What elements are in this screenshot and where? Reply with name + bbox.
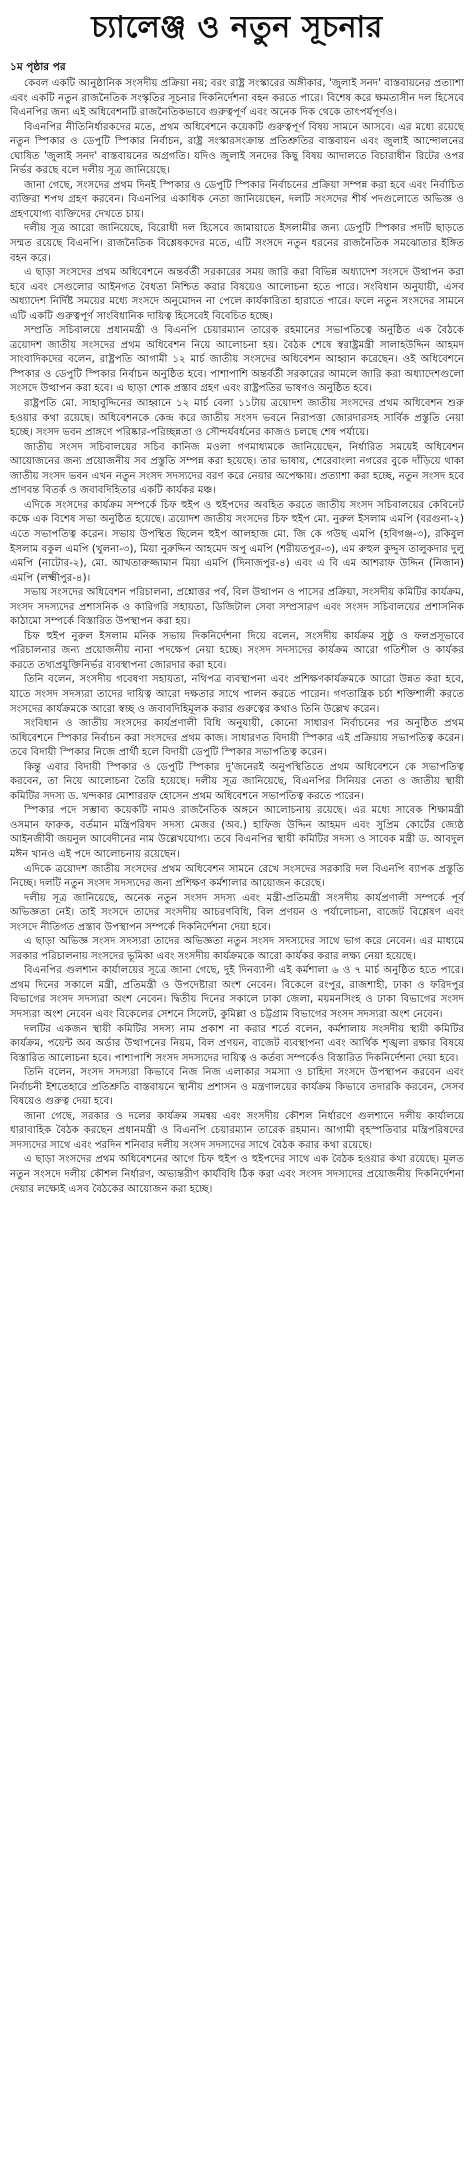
paragraph-12: তিনি বলেন, সংসদীয় গবেষণা সহায়তা, নথিপত্র ব্যবস্থাপনা এবং প্রশিক্ষণকার্যক্রমকে আরো উন্নত করা হবে, যাতে সংসদ সদস্যরা তাদের দায়িত্ব আরো দক্ষতার সাথে পালন করতে পারেন। গণতান্ত্রিক চর্চা শক্তিশালী করতে সংসদের কার্যক্রমকে আরো স্বচ্ছ ও জবাবদিহিমূলক করার গুরুত্বের কথাও তিনি উল্লেখ করেন। [10,674,464,715]
paragraph-2: বিএনপির নীতিনির্ধারকদের মতে, প্রথম অধিবেশনে কয়েকটি গুরুত্বপূর্ণ বিষয় সামনে আসবে। এর মধ্যে রয়েছে নতুন স্পিকার ও ডেপুটি স্পিকার নির্বাচন, রাষ্ট্র সংস্কারসংক্রান্ত প্রতিশ্রুতির বাস্তবায়ন এবং জুলাই আন্দোলনের ঘোষিত 'জুলাই সনদ' বাস্তবায়নের অগ্রগতি। যদিও জুলাই সনদের কিছু বিষয় আদালতে বিচারাধীন রিটের ওপর নির্ভর করছে বলে দলীয় সূত্র জানিয়েছে। [10,121,464,177]
paragraph-20: দলটির একজন স্থায়ী কমিটির সদস্য নাম প্রকাশ না করার শর্তে বলেন, কর্মশালায় সংসদীয় স্থায়ী কমিটির কার্যক্রম, পয়েন্ট অব অর্ডার উত্থাপনের নিয়ম, বিল প্রণয়ন, বাজেট ব্যবস্থাপনা এবং আর্থিক শৃঙ্খলা রক্ষার বিষয়ে বিস্তারিত আলোচনা হবে। পাশাপাশি সংসদ সদস্যদের দায়িত্ব ও কর্তব্য সম্পর্কেও বিস্তারিত দিকনির্দেশনা দেয়া হবে। [10,1023,464,1064]
paragraph-18: এ ছাড়া অভিজ্ঞ সংসদ সদস্যরা তাদের অভিজ্ঞতা নতুন সংসদ সদস্যদের সাথে ভাগ করে নেবেন। এর মাধ্যমে সরকার পরিচালনায় সংসদের ভূমিকা এবং সংসদীয় কার্যক্রমকে আরো কার্যকর করার লক্ষ্য নেয়া হয়েছে। [10,936,464,962]
paragraph-17: দলীয় সূত্র জানিয়েছে, অনেক নতুন সংসদ সদস্য এবং মন্ত্রী-প্রতিমন্ত্রী সংসদীয় কার্যপ্রণালী সম্পর্কে পূর্ব অভিজ্ঞতা নেই। তাই সংসদে তাদের সংসদীয় আচরণবিধি, বিল প্রণয়ন ও পর্যালোচনা, বাজেট বিশ্লেষণ এবং সংসদে নীতিগত প্রস্তাব উপস্থাপন সম্পর্কে দিকনির্দেশনা দেয়া হবে। [10,892,464,933]
continued-from-label: ১ম পৃষ্ঠার পর [10,61,66,73]
paragraph-4: দলীয় সূত্র আরো জানিয়েছে, বিরোধী দল হিসেবে জামায়াতে ইসলামীর জন্য ডেপুটি স্পিকার পদটি ছাড়তে সম্মত রয়েছে বিএনপি। রাজনৈতিক বিশ্লেষকদের মতে, এটি সংসদে নতুন ধরনের রাজনৈতিক সমঝোতার ইঙ্গিত বহন করে। [10,223,464,264]
paragraph-5: এ ছাড়া সংসদের প্রথম অধিবেশনে অন্তর্বর্তী সরকারের সময় জারি করা বিভিন্ন অধ্যাদেশ সংসদে উত্থাপন করা হবে এবং সেগুলোর আইনগত বৈধতা নিশ্চিত করার বিষয়েও আলোচনা হতে পারে। সংবিধান অনুযায়ী, এসব অধ্যাদেশ নির্দিষ্ট সময়ের মধ্যে সংসদে অনুমোদন না পেলে কার্যকারিতা হারাতে পারে। ফলে নতুন সংসদের সামনে এটি একটি গুরুত্বপূর্ণ সাংবিধানিক দায়িত্ব হিসেবেই বিবেচিত হচ্ছে। [10,267,464,322]
paragraph-15: স্পিকার পদে সম্ভাব্য কয়েকটি নামও রাজনৈতিক অঙ্গনে আলোচনায় রয়েছে। এর মধ্যে সাবেক শিক্ষামন্ত্রী ওসমান ফারুক, বর্তমান মন্ত্রিপরিষদ সদস্য মেজর (অব.) হাফিজ উদ্দিন আহমদ এবং সুপ্রিম কোর্টের জ্যেষ্ঠ আইনজীবী জয়নুল আবেদীনের নাম উল্লেখযোগ্য। তবে বিএনপির স্থায়ী কমিটির সদস্য ও সাবেক মন্ত্রী ড. আবদুল মঈন খানও এই পদে আলোচনায় রয়েছেন। [10,805,464,860]
paragraph-3: জানা গেছে, সংসদের প্রথম দিনই স্পিকার ও ডেপুটি স্পিকার নির্বাচনের প্রক্রিয়া সম্পন্ন করা হবে এবং নির্বাচিত ব্যক্তিরা শপথ গ্রহণ করবেন। বিএনপির একাধিক নেতা জানিয়েছেন, দলটি সংসদের শীর্ষ পদগুলোতে অভিজ্ঞ ও গ্রহণযোগ্য ব্যক্তিদের দেখতে চায়। [10,179,464,220]
paragraph-22: জানা গেছে, সরকার ও দলের কার্যক্রম সমন্বয় এবং সংসদীয় কৌশল নির্ধারণে গুলশানে দলীয় কার্যালয়ে ধারাবাহিক বৈঠক করছেন প্রধানমন্ত্রী ও বিএনপি চেয়ারম্যান তারেক রহমান। আগামী বৃহস্পতিবার মন্ত্রিপরিষদের সদস্যদের সাথে এবং পরদিন শনিবার দলীয় সংসদ সদস্যদের সাথে বৈঠক করার কথা রয়েছে। [10,1110,464,1151]
paragraph-13: সংবিধান ও জাতীয় সংসদের কার্যপ্রণালী বিধি অনুযায়ী, কোনো সাধারণ নির্বাচনের পর অনুষ্ঠিত প্রথম অধিবেশনে স্পিকার নির্বাচন করা সংসদের প্রথম কাজ। সাধারণত বিদায়ী স্পিকার এই প্রক্রিয়ায় সভাপতিত্ব করেন। তবে বিদায়ী স্পিকার নিজে প্রার্থী হলে বিদায়ী ডেপুটি স্পিকার সভাপতিত্ব করেন। [10,718,464,759]
paragraph-6: সম্প্রতি সচিবালয়ে প্রধানমন্ত্রী ও বিএনপি চেয়ারম্যান তারেক রহমানের সভাপতিত্বে অনুষ্ঠিত এক বৈঠকে ত্রয়োদশ জাতীয় সংসদের প্রথম অধিবেশন নিয়ে আলোচনা হয়। বৈঠক শেষে স্বরাষ্ট্রমন্ত্রী সালাহউদ্দিন আহমদ সাংবাদিকদের বলেন, রাষ্ট্রপতি আগামী ১২ মার্চ জাতীয় সংসদের অধিবেশন আহ্বান করেছেন। ওই অধিবেশনে স্পিকার ও ডেপুটি স্পিকার নির্বাচন অনুষ্ঠিত হবে। পাশাপাশি অন্তর্বর্তী সরকারের আমলে জারি করা অধ্যাদেশগুলো সংসদে উত্থাপন করা হবে। এ ছাড়া শোক প্রস্তাব গ্রহণ এবং রাষ্ট্রপতির ভাষণও অনুষ্ঠিত হবে। [10,325,464,395]
article-headline: চ্যালেঞ্জ ও নতুন সূচনার [91,10,383,45]
paragraph-7: রাষ্ট্রপতি মো. সাহাবুদ্দিনের আহ্বানে ১২ মার্চ বেলা ১১টায় ত্রয়োদশ জাতীয় সংসদের প্রথম অধিবেশন শুরু হওয়ার কথা রয়েছে। অধিবেশনকে কেন্দ্র করে জাতীয় সংসদ ভবনে নিরাপত্তা জোরদারসহ সার্বিক প্রস্তুতি নেয়া হচ্ছে। সংসদ ভবন প্রাঙ্গণে পরিষ্কার-পরিচ্ছন্নতা ও সৌন্দর্যবর্ধনের কাজও চলছে শেষ পর্যায়ে। [10,398,464,439]
paragraph-10: সভায় সংসদের অধিবেশন পরিচালনা, প্রশ্নোত্তর পর্ব, বিল উত্থাপন ও পাসের প্রক্রিয়া, সংসদীয় কমিটির কার্যক্রম, সংসদ সদস্যদের প্রশাসনিক ও কারিগরি সহায়তা, ডিজিটাল সেবা সম্প্রসারণ এবং সংসদ সচিবালয়ের প্রশাসনিক কাঠামো সম্পর্কে বিস্তারিত উপস্থাপন করা হয়। [10,587,464,628]
paragraph-11: চিফ হুইপ নুরুল ইসলাম মনিক সভায় দিকনির্দেশনা দিয়ে বলেন, সংসদীয় কার্যক্রম সুষ্ঠু ও ফলপ্রসূভাবে পরিচালনার জন্য প্রয়োজনীয় নানা পদক্ষেপ নেয়া হচ্ছে। সংসদ সদস্যদের কার্যক্রম আরো গতিশীল ও কার্যকর করতে তথ্যপ্রযুক্তিনির্ভর ব্যবস্থাপনা জোরদার করা হবে। [10,630,464,671]
paragraph-21: তিনি বলেন, সংসদ সদস্যরা কিভাবে নিজ নিজ এলাকার সমস্যা ও চাহিদা সংসদে উপস্থাপন করবেন এবং নির্বাচনী ইশতেহারে প্রতিশ্রুতি বাস্তবায়নে স্থানীয় প্রশাসন ও মন্ত্রণালয়ের কার্যক্রম কিভাবে তদারকি করবেন, সেসব বিষয়েও গুরুত্ব দেয়া হবে। [10,1067,464,1108]
paragraph-8: জাতীয় সংসদ সচিবালয়ের সচিব কানিজ মওলা গণমাধ্যমকে জানিয়েছেন, নির্ধারিত সময়েই অধিবেশন আয়োজনের জন্য প্রয়োজনীয় সব প্রস্তুতি সম্পন্ন করা হয়েছে। তার ভাষায়, শেরেবাংলা নগরের বুকে দাঁড়িয়ে থাকা জাতীয় সংসদ ভবন এখন নতুন সংসদ সদস্যদের বরণ করে নেয়ার অপেক্ষায়। প্রত্যাশা করা হচ্ছে, নতুন সংসদ হবে প্রাণবন্ত বিতর্ক ও জবাবদিহিতার একটি কার্যকর মঞ্চ। [10,441,464,497]
paragraph-1: কেবল একটি আনুষ্ঠানিক সংসদীয় প্রক্রিয়া নয়; বরং রাষ্ট্র সংস্কারের অঙ্গীকার, 'জুলাই সনদ' বাস্তবায়নের প্রত্যাশা এবং একটি নতুন রাজনৈতিক সংস্কৃতির সূচনার দিকনির্দেশনা বহন করতে পারে। বিশেষ করে ক্ষমতাসীন দল হিসেবে বিএনপির জন্য এই অধিবেশনটি রাজনৈতিকভাবে গুরুত্বপূর্ণ এবং অনেক দিক থেকে তাৎপর্যপূর্ণও। [10,78,464,119]
article-body [10,77,464,1197]
paragraph-9: এদিকে সংসদের কার্যক্রম সম্পর্কে চিফ হুইপ ও হুইপদের অবহিত করতে জাতীয় সংসদ সচিবালয়ের কেবিনেট কক্ষে এক বিশেষ সভা অনুষ্ঠিত হয়েছে। ত্রয়োদশ জাতীয় সংসদের চিফ হুইপ মো. নুরুল ইসলাম এমপি (বরগুনা-২) এতে সভাপতিত্ব করেন। সভায় উপস্থিত ছিলেন হুইপ আলহাজ মো. জি কে গউছ এমপি (হবিগঞ্জ-৩), রকিবুল ইসলাম বকুল এমপি (খুলনা-৩), মিয়া নুরুদ্দিন আহমেদ অপু এমপি (শরীয়তপুর-৩), এম রুহুল কুদ্দুস তালুকদার দুলু এমপি (নাটোর-২), মো. আখতারুজ্জামান মিয়া এমপি (দিনাজপুর-৪) এবং এ বি এম আশরাফ উদ্দিন (নিজান) এমপি (লক্ষ্মীপুর-৪)। [10,499,464,584]
paragraph-23: এ ছাড়া সংসদের প্রথম অধিবেশনের আগে চিফ হুইপ ও হুইপদের সাথে এক বৈঠক হওয়ার কথা রয়েছে। মূলত নতুন সংসদে দলীয় কৌশল নির্ধারণ, অভ্যন্তরীণ কার্যবিধি ঠিক করা এবং সংসদ সদস্যদের প্রয়োজনীয় দিকনির্দেশনা দেয়ার লক্ষ্যেই এসব বৈঠকের আয়োজন করা হচ্ছে। [10,1154,464,1195]
paragraph-14: কিন্তু এবার বিদায়ী স্পিকার ও ডেপুটি স্পিকার দু'জনেরই অনুপস্থিতিতে প্রথম অধিবেশনে কে সভাপতিত্ব করবেন, তা নিয়ে আলোচনা তৈরি হয়েছে। দলীয় সূত্র জানিয়েছে, বিএনপির সিনিয়র নেতা ও জাতীয় স্থায়ী কমিটির সদস্য ড. খন্দকার মোশাররফ হোসেন প্রথম অধিবেশনে সভাপতিত্ব করতে পারেন। [10,761,464,802]
paragraph-19: বিএনপির গুলশান কার্যালয়ের সূত্রে জানা গেছে, দুই দিনব্যাপী এই কর্মশালা ৬ ও ৭ মার্চ অনুষ্ঠিত হতে পারে। প্রথম দিনের সকালে মন্ত্রী, প্রতিমন্ত্রী ও উপদেষ্টারা অংশ নেবেন। বিকেলে রংপুর, রাজশাহী, ঢাকা ও ফরিদপুর বিভাগের সংসদ সদস্যরা অংশ নেবেন। দ্বিতীয় দিনের সকালে ঢাকা জেলা, ময়মনসিংহ ও ঢাকা বিভাগের সংসদ সদস্যরা অংশ নেবেন এবং বিকেলের সেশনে সিলেট, কুমিল্লা ও চট্টগ্রাম বিভাগের সংসদ সদস্যরা অংশ নেবেন। [10,965,464,1020]
paragraph-16: এদিকে ত্রয়োদশ জাতীয় সংসদের প্রথম অধিবেশন সামনে রেখে সংসদের সরকারি দল বিএনপি ব্যাপক প্রস্তুতি নিচ্ছে। দলটি নতুন সংসদ সদস্যদের জন্য প্রশিক্ষণ কর্মশালার আয়োজন করেছে। [10,863,464,890]
